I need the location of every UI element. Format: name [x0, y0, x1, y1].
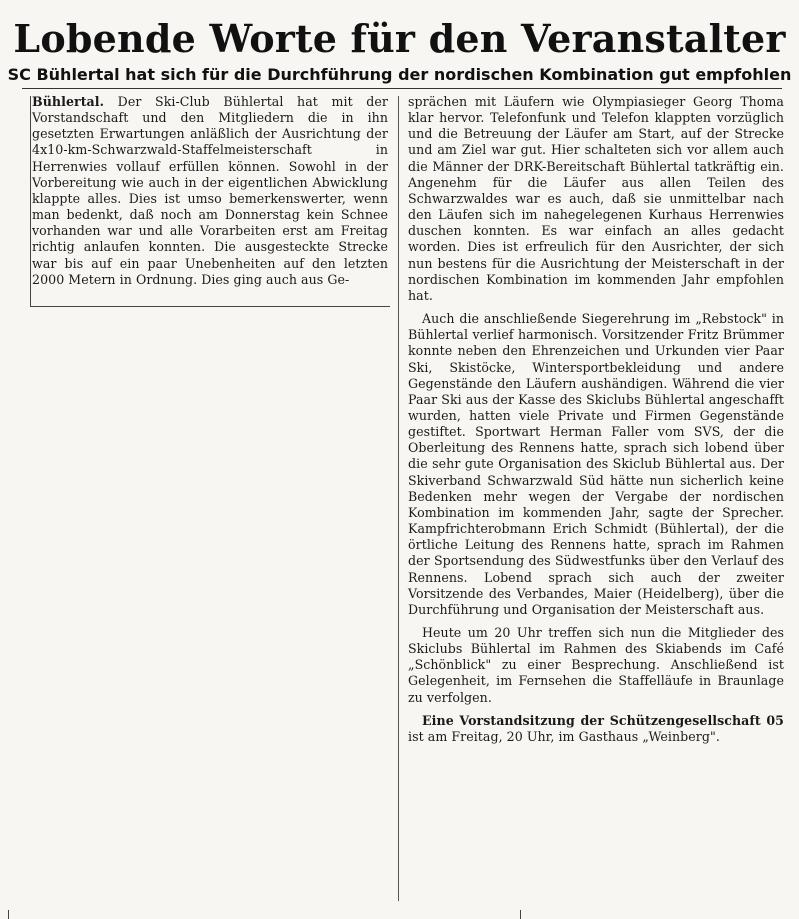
left-column-paragraph — [32, 94, 388, 288]
left-column — [32, 94, 388, 288]
left-column-edge-rule — [30, 96, 31, 306]
notice-lead: Eine Vorstandsitzung der Schützengesellschaft 05 — [422, 712, 784, 728]
right-paragraph-2: Auch die anschließende Siegerehrung im „Rebstock" in Bühlertal verlief harmonisch. Vorsitzender Fritz Brümmer konnte neben den Ehrenzeichen und Urkunden vier Paar Ski, Skistöcke, Wintersportbekleidung und andere Gegenstände den Läufern aushändigen. Während die vier Paar Ski aus der Kasse des Skiclubs Bühlertal angeschafft wurden, hatten viele Private und Firmen Gegenstände gestiftet. Sportwart Herman Faller vom SVS, der die Oberleitung des Rennens hatte, sprach sich lobend über die sehr gute Organisation des Skiclub Bühlertal aus. Der Skiverband Schwarzwald Süd hätte nun sicherlich keine Bedenken mehr wegen der Vergabe der nordischen Kombination im kommenden Jahr, sagte der Sprecher. Kampfrichterobmann Erich Schmidt (Bühlertal), der die örtliche Leitung des Rennens hatte, sprach im Rahmen der Sportsendung des Südwestfunks über den Verlauf des Rennens. Lobend sprach sich auch der zweiter Vorsitzende des Verbandes, Maier (Heidelberg), über die Durchführung und Organisation der Meisterschaft aus. — [408, 311, 784, 617]
right-paragraph-3: Heute um 20 Uhr treffen sich nun die Mitglieder des Skiclubs Bühlertal im Rahmen des Skiabends im Café „Schönblick" zu einer Besprechung. Anschließend ist Gelegenheit, im Fernsehen die Staffelläufe in Braunlage zu verfolgen. — [408, 625, 784, 705]
headline: Lobende Worte für den Veranstalter — [13, 16, 786, 61]
subheadline: SC Bühlertal hat sich für die Durchführung der nordischen Kombination gut empfohlen — [7, 65, 792, 84]
left-column-text: Der Ski-Club Bühlertal hat mit der Vorstandschaft und den Mitgliedern die in ihn gesetzten Erwartungen anläßlich der Ausrichtung der 4x10-km-Schwarzwald-Staffelmeisterschaft in Herrenwies vollauf erfüllen können. Sowohl in der Vorbereitung wie auch in der eigentlichen Abwicklung klappte alles. Dies ist umso bemerkenswerter, wenn man bedenkt, daß noch am Donnerstag kein Schnee vorhanden war und alle Vorarbeiten erst am Freitag richtig anlaufen konnten. Die ausgesteckte Strecke war bis auf ein paar Unebenheiten auf den letzten 2000 Metern in Ordnung. Dies ging auch aus Ge- — [32, 94, 388, 287]
page-bottom-edge — [0, 902, 799, 919]
right-column — [408, 94, 784, 745]
right-paragraph-1: sprächen mit Läufern wie Olympiasieger Georg Thoma klar hervor. Telefonfunk und Telefon klappten vorzüglich und die Betreuung der Läufer am Start, auf der Strecke und am Ziel war gut. Hier schalteten sich vor allem auch die Männer der DRK-Bereitschaft Bühlertal tatkräftig ein. Angenehm für die Läufer aus allen Teilen des Schwarzwaldes war es auch, daß sie unmittelbar nach den Läufen sich im nahegelegenen Kurhaus Herrenwies duschen konnten. Es war einfach an alles gedacht worden. Dies ist erfreulich für den Ausrichter, der sich nun bestens für die Ausrichtung der Meisterschaft in der nordischen Kombination im kommenden Jahr empfohlen hat. — [408, 94, 784, 303]
column-divider — [398, 96, 399, 901]
left-column-bottom-rule — [30, 306, 390, 307]
edge-mark — [8, 910, 9, 919]
edge-mark — [520, 910, 521, 919]
notice-paragraph — [408, 713, 784, 745]
headline-rule — [22, 88, 782, 89]
notice-text: ist am Freitag, 20 Uhr, im Gasthaus „Weinberg". — [408, 728, 720, 744]
dateline: Bühlertal. — [32, 94, 105, 109]
